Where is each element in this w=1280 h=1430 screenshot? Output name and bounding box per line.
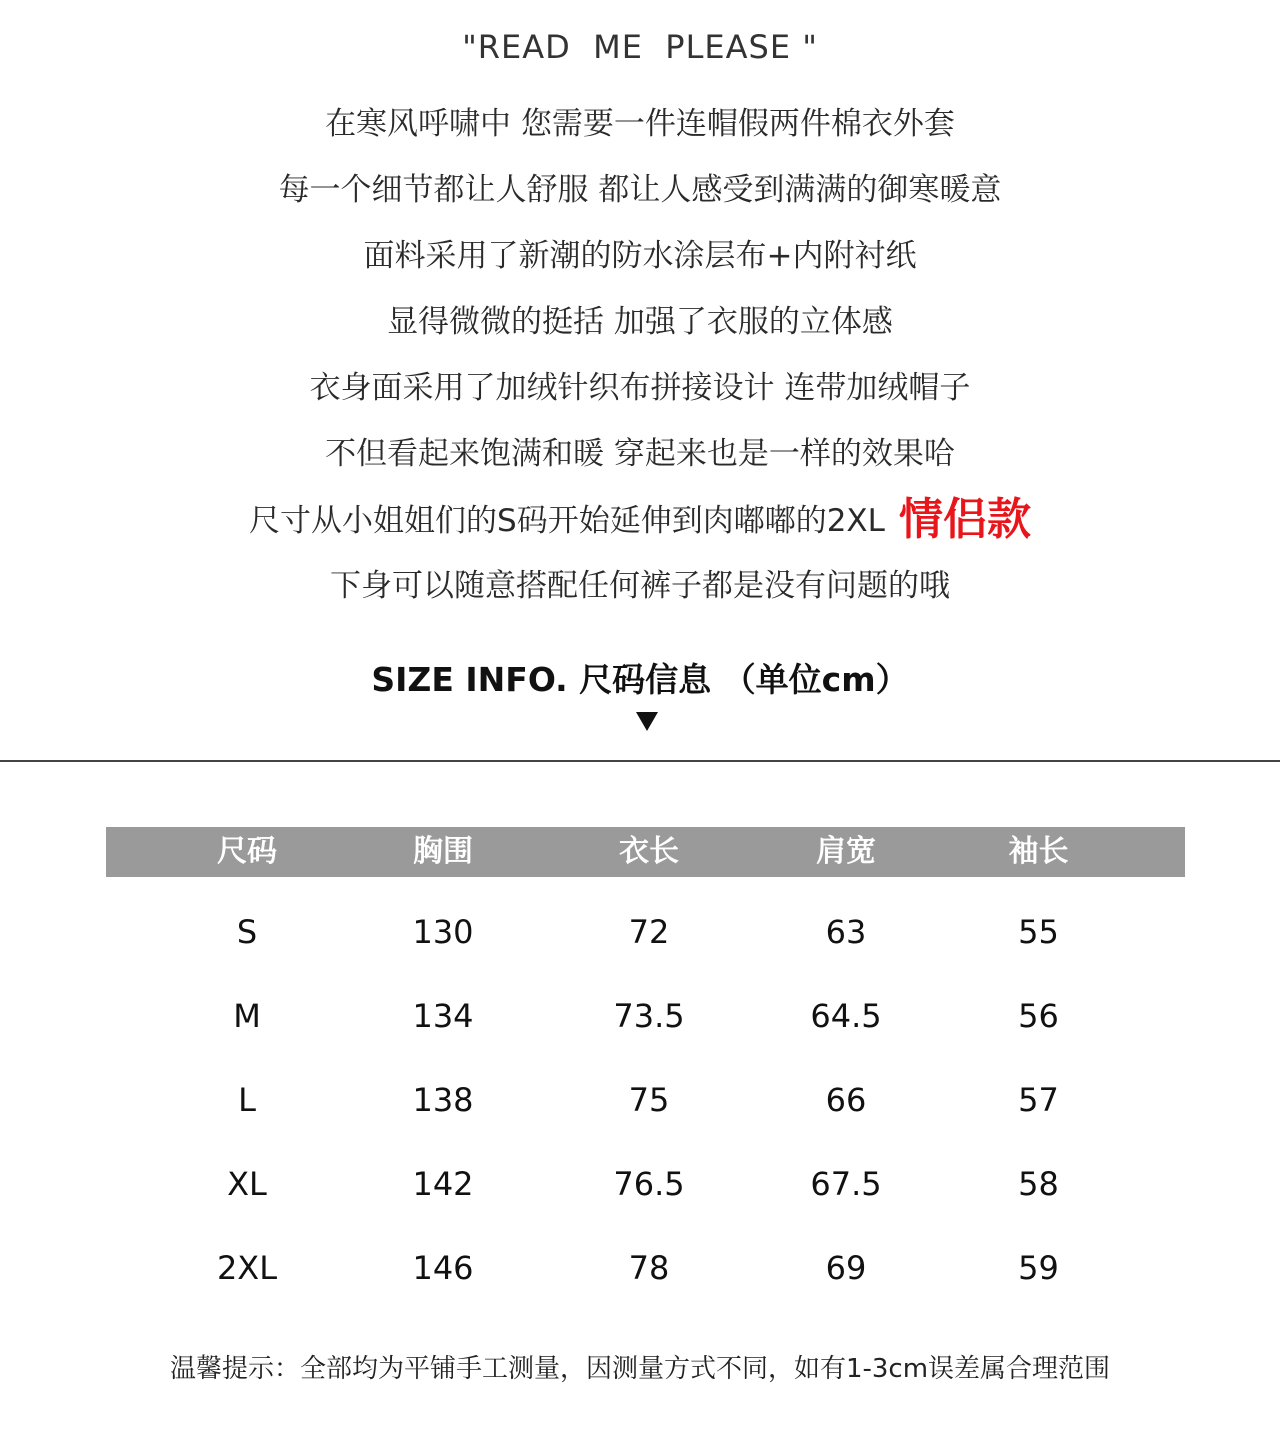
cell-size: XL [227,1165,267,1203]
cell-length: 78 [628,1249,670,1287]
size-info-title: SIZE INFO. 尺码信息 （单位cm） [371,660,909,699]
table-row [106,1155,1185,1239]
description-block [0,96,1280,624]
table-row [106,1071,1185,1155]
cell-chest: 142 [412,1165,474,1203]
size-table [106,827,1185,1323]
couple-style-highlight: 情侣款 [898,494,1031,545]
table-row [106,1239,1185,1323]
table-row [106,903,1185,987]
measurement-note: 温馨提示：全部均为平铺手工测量，因测量方式不同，如有1-3cm误差属合理范围 [169,1354,1111,1384]
description-line: 显得微微的挺括 加强了衣服的立体感 [387,304,893,340]
description-line: 在寒风呼啸中 您需要一件连帽假两件棉衣外套 [325,106,955,142]
cell-sleeve: 57 [1018,1081,1059,1119]
cell-shoulder: 69 [825,1249,867,1287]
table-body [106,877,1185,1323]
header-chest: 胸围 [413,834,473,869]
header-size: 尺码 [217,834,277,869]
cell-sleeve: 55 [1018,913,1059,951]
description-line: 每一个细节都让人舒服 都让人感受到满满的御寒暖意 [278,172,1002,208]
cell-shoulder: 66 [825,1081,867,1119]
cell-size: 2XL [216,1249,278,1287]
cell-shoulder: 64.5 [810,997,882,1035]
cell-length: 73.5 [613,997,685,1035]
cell-length: 76.5 [613,1165,685,1203]
header-length: 衣长 [619,834,679,869]
arrow-down-icon [636,712,658,731]
description-line: 不但看起来饱满和暖 穿起来也是一样的效果哈 [325,436,955,472]
cell-shoulder: 63 [825,913,867,951]
cell-chest: 130 [412,913,474,951]
description-line: 下身可以随意搭配任何裤子都是没有问题的哦 [330,568,950,604]
description-line-with-highlight: 尺寸从小姐姐们的S码开始延伸到肉嘟嘟的2XL 情侣款 [249,494,1031,545]
cell-size: S [236,913,258,951]
cell-length: 72 [628,913,670,951]
header-shoulder: 肩宽 [816,834,876,869]
cell-sleeve: 56 [1018,997,1059,1035]
cell-chest: 146 [412,1249,474,1287]
description-line: 衣身面采用了加绒针织布拼接设计 连带加绒帽子 [309,370,971,406]
table-row [106,987,1185,1071]
cell-sleeve: 59 [1018,1249,1059,1287]
cell-size: M [233,997,261,1035]
headline: "READ ME PLEASE " [462,28,818,66]
cell-size: L [238,1081,256,1119]
description-line: 面料采用了新潮的防水涂层布+内附衬纸 [363,238,917,274]
cell-length: 75 [628,1081,670,1119]
header-sleeve: 袖长 [1008,834,1069,869]
cell-chest: 134 [412,997,474,1035]
cell-chest: 138 [412,1081,474,1119]
table-header-row [106,827,1185,877]
section-divider [0,760,1280,762]
cell-sleeve: 58 [1018,1165,1059,1203]
cell-shoulder: 67.5 [810,1165,882,1203]
